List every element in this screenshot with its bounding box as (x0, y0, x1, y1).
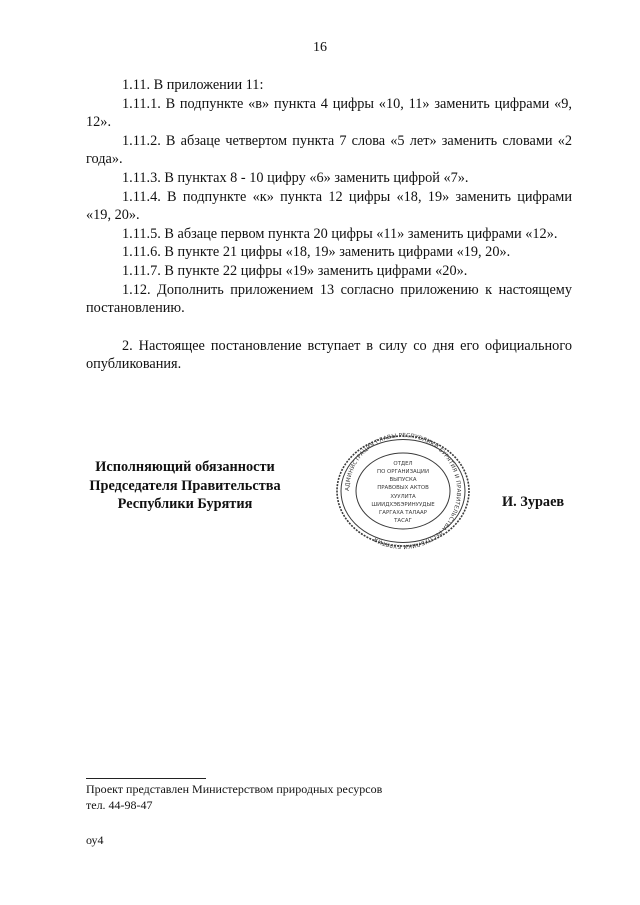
signer-title (80, 458, 290, 514)
paragraph: 1.11.1. В подпункте «в» пункта 4 цифры «10, 11» заменить цифрами «9, 12». (86, 95, 572, 131)
paragraph: 1.11.4. В подпункте «к» пункта 12 цифры «18, 19» заменить цифрами «19, 20». (86, 188, 572, 224)
signer-title-line: Республики Бурятия (117, 496, 253, 513)
official-stamp (330, 432, 476, 550)
paragraph: 1.11.6. В пункте 21 цифры «18, 19» заменить цифрами «19, 20». (122, 244, 511, 261)
svg-text:АДМИНИСТРАЦИЯ ГЛАВЫ РЕСПУБЛИКИ (345, 433, 461, 549)
stamp-line: ОТДЕЛ (393, 461, 413, 467)
footnote-phone-line: тел. 44-98-47 (86, 797, 153, 812)
stamp-line: ВЫПУСКА (389, 477, 417, 483)
footnote (86, 782, 382, 813)
paragraph-effective-date: 2. Настоящее постановление вступает в силу со дня его официального опубликования. (86, 337, 572, 373)
stamp-line: ПО ОРГАНИЗАЦИИ (377, 469, 429, 475)
signer-title-line: Исполняющий обязанности (95, 459, 275, 475)
paragraph: 1.11. В приложении 11: (122, 77, 264, 93)
stamp-line: ТАСАГ (394, 518, 412, 524)
paragraph: 1.12. Дополнить приложением 13 согласно приложению к настоящему постановлению. (86, 281, 572, 317)
stamp-ring-text: АДМИНИСТРАЦИЯ ГЛАВЫ РЕСПУБЛИКИ БУРЯТИЯ И ПРАВИТЕЛЬСТВА РЕСПУБЛИКИ БУРЯТИЯ (344, 432, 462, 550)
paragraph: 1.11.5. В абзаце первом пункта 20 цифры «11» заменить цифрами «12». (122, 225, 558, 242)
signer-title-line: Председателя Правительства (89, 477, 281, 494)
signee-name: И. Зураев (502, 494, 565, 510)
footnote-project-line: Проект представлен Министерством природных ресурсов (86, 782, 383, 796)
paragraph: 1.11.7. В пункте 22 цифры «19» заменить цифрами «20». (122, 262, 468, 279)
footnote-divider (86, 778, 206, 779)
paragraph: 1.11.2. В абзаце четвертом пункта 7 слова «5 лет» заменить словами «2 года». (86, 132, 572, 168)
paragraph: 1.11.3. В пунктах 8 - 10 цифру «6» заменить цифрой «7». (122, 169, 469, 186)
stamp-line: ПРАВОВЫХ АКТОВ (377, 485, 429, 491)
stamp-line: ХУУЛИТА (390, 494, 416, 500)
page-number: 16 (313, 40, 327, 55)
stamp-line: ШИИДХЭБЭРИНУУДЫЕ (371, 502, 435, 508)
document-body (86, 76, 572, 374)
stamp-line: ГАРГАХА ТАЛААР (379, 510, 427, 516)
sender-code: оу4 (86, 833, 104, 847)
